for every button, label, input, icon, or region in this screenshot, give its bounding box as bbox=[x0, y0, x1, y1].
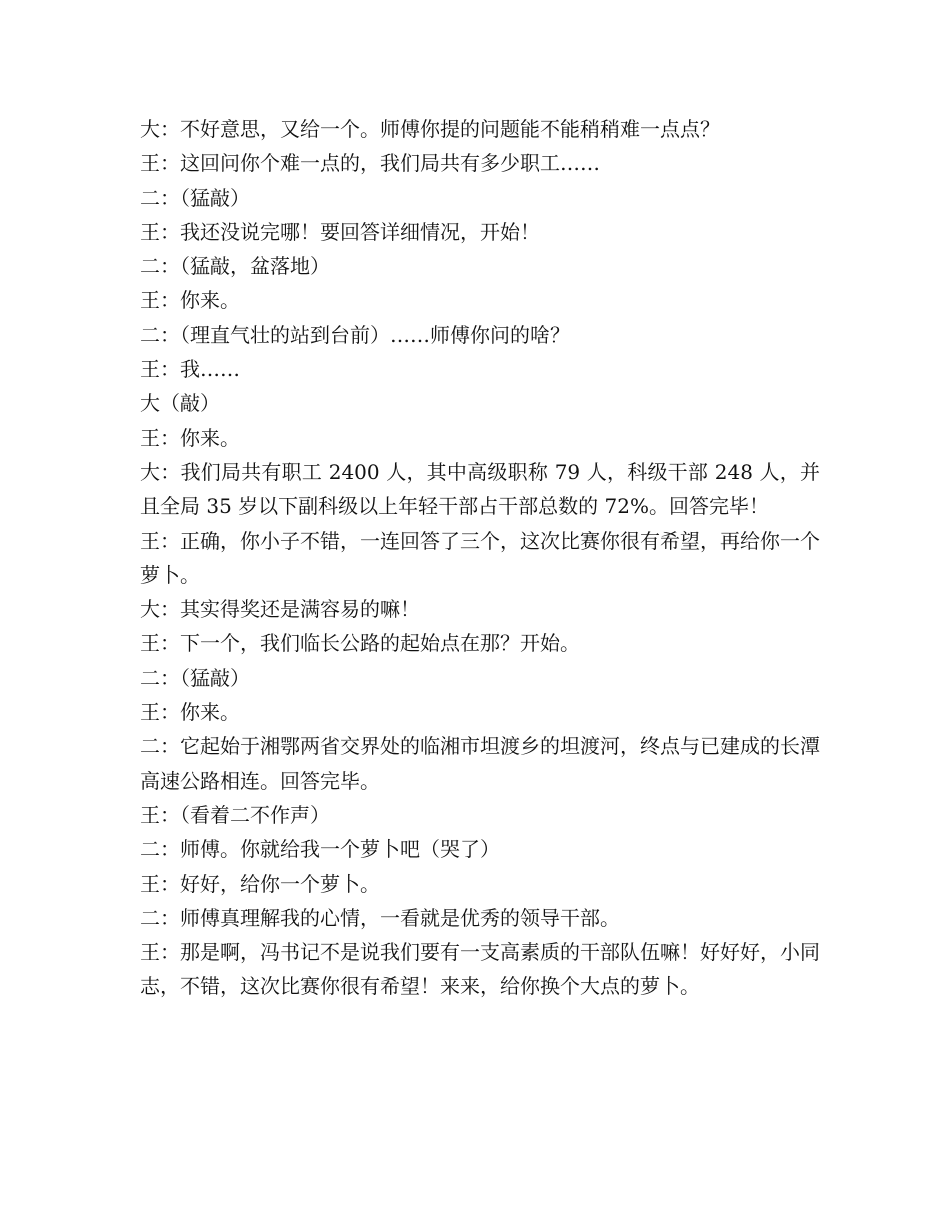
dialogue-line: 王：你来。 bbox=[140, 700, 240, 725]
dialogue-line: 王：我还没说完哪！要回答详细情况，开始！ bbox=[140, 219, 540, 244]
dialogue-line: 二：（理直气壮的站到台前）……师傅你问的啥？ bbox=[140, 322, 570, 347]
dialogue-line: 王：下一个，我们临长公路的起始点在那？开始。 bbox=[140, 631, 580, 656]
dialogue-line: 王：正确，你小子不错，一连回答了三个，这次比赛你很有希望，再给你一个萝卜。 bbox=[140, 528, 820, 587]
dialogue-line: 王：那是啊，冯书记不是说我们要有一支高素质的干部队伍嘛！好好好，小同志，不错，这次比赛你很有希望！来来，给你换个大点的萝卜。 bbox=[140, 940, 820, 999]
dialogue-line: 大：不好意思，又给一个。师傅你提的问题能不能稍稍难一点点？ bbox=[140, 117, 720, 141]
dialogue-line: 二：（猛敲） bbox=[140, 665, 250, 690]
dialogue-line: 二：它起始于湘鄂两省交界处的临湘市坦渡乡的坦渡河，终点与已建成的长潭高速公路相连。回答完毕。 bbox=[140, 734, 820, 793]
dialogue-line: 二：（猛敲，盆落地） bbox=[140, 254, 330, 279]
dialogue-line: 二：（猛敲） bbox=[140, 185, 250, 210]
dialogue-line: 王：（看着二不作声） bbox=[140, 802, 330, 827]
script-text-body bbox=[140, 112, 820, 1004]
dialogue-line: 王：好好，给你一个萝卜。 bbox=[140, 871, 380, 896]
dialogue-line: 大（敲） bbox=[140, 391, 220, 416]
dialogue-line: 王：我…… bbox=[140, 357, 240, 382]
dialogue-line: 大：我们局共有职工 2400 人，其中高级职称 79 人，科级干部 248 人，并且全局 35 岁以下副科级以上年轻干部占干部总数的 72%。回答完毕！ bbox=[140, 459, 820, 519]
dialogue-line: 大：其实得奖还是满容易的嘛！ bbox=[140, 597, 420, 622]
dialogue-line: 二：师傅。你就给我一个萝卜吧（哭了） bbox=[140, 837, 500, 862]
dialogue-line: 王：这回问你个难一点的，我们局共有多少职工…… bbox=[140, 151, 600, 176]
dialogue-line: 王：你来。 bbox=[140, 425, 240, 450]
dialogue-line: 王：你来。 bbox=[140, 288, 240, 313]
dialogue-line: 二：师傅真理解我的心情，一看就是优秀的领导干部。 bbox=[140, 905, 620, 930]
